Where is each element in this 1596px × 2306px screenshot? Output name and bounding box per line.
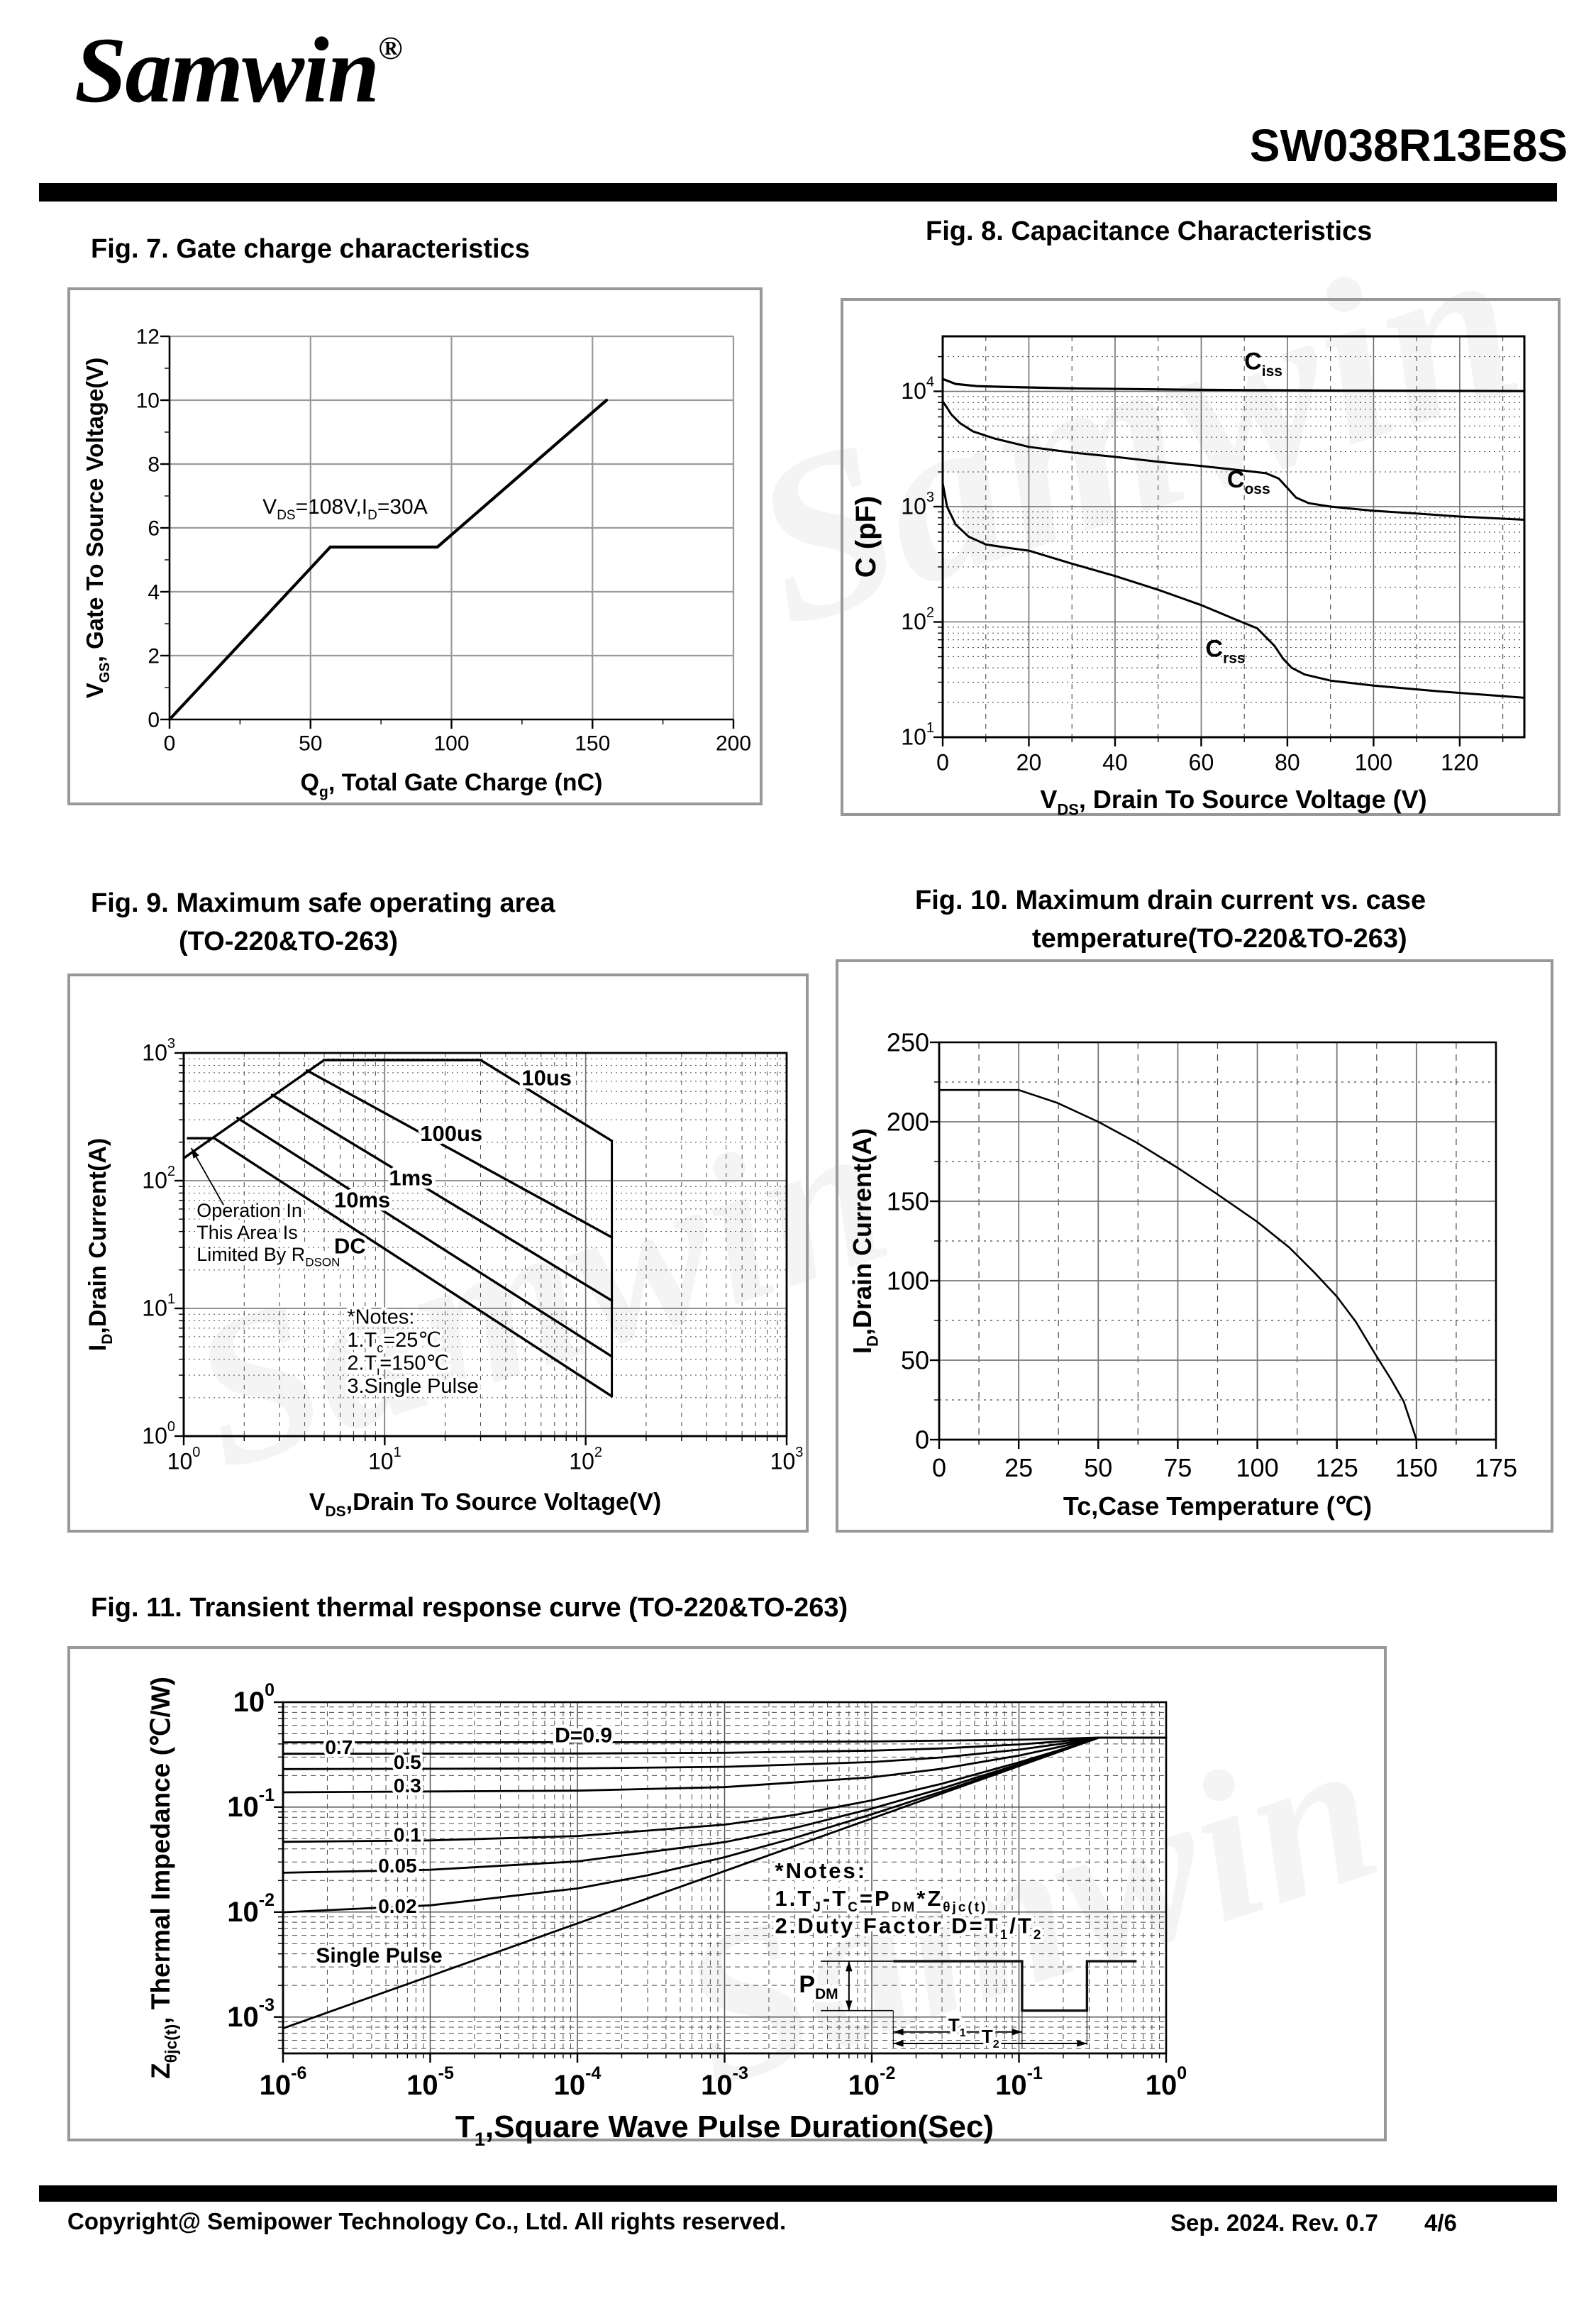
figure-10-id-vs-tc — [836, 959, 1553, 1533]
svg-text:T1: $T_1$ — [948, 2014, 966, 2039]
svg-text:100: $10^0$ — [233, 1680, 275, 1719]
fig10-title-line1: Fig. 10. Maximum drain current vs. case — [915, 886, 1426, 915]
registered-trademark-icon: ® — [378, 30, 403, 66]
svg-text:2.Tj=150℃: $2.T_j=150℃$ — [347, 1352, 450, 1379]
figure-8-capacitance — [841, 298, 1561, 819]
svg-text:0.02: 0.02 — [378, 1895, 417, 1918]
svg-text:0.5: 0.5 — [393, 1751, 421, 1774]
svg-text:Ciss: $C_{iss}$ — [1244, 348, 1282, 380]
svg-text:50: 50 — [900, 1345, 929, 1375]
svg-text:10-1: $10^{-1}$ — [227, 1785, 275, 1824]
svg-text:0: 0 — [936, 749, 949, 776]
brand-logo — [74, 18, 403, 122]
svg-text:150: 150 — [886, 1186, 929, 1216]
svg-text:102: $10^2$ — [569, 1444, 603, 1474]
svg-text:C (pF): C (pF) — [850, 495, 882, 578]
svg-text:0: 0 — [931, 1453, 947, 1483]
svg-text:1.TJ-TC=PDM*Zθjc(t): $1.T_J-T_C=P_{DM}*Z_{\theta jc(t)}$ — [775, 1885, 988, 1916]
svg-text:100: $10^0$ — [1145, 2063, 1187, 2101]
footer-page-number: 4/6 — [1424, 2210, 1457, 2236]
svg-text:T1,Square Wave Pulse Duration(: $T_1,Square$ Wave Pulse Duration(Sec) — [455, 2109, 994, 2150]
fig7-title: Fig. 7. Gate charge characteristics — [91, 234, 530, 264]
svg-text:2: 2 — [148, 644, 160, 668]
svg-text:10-4: $10^{-4}$ — [553, 2063, 602, 2101]
svg-text:T2: $T_2$ — [981, 2025, 999, 2051]
fig8-chart — [843, 301, 1558, 819]
fig10-chart — [838, 962, 1551, 1530]
svg-text:0.1: 0.1 — [393, 1824, 421, 1846]
svg-text:3.Single Pulse: 3.Single Pulse — [347, 1375, 479, 1399]
header-rule — [39, 183, 1557, 202]
svg-text:150: 150 — [575, 732, 611, 756]
svg-text:1ms: 1ms — [389, 1165, 433, 1191]
svg-text:8: 8 — [148, 453, 160, 477]
svg-text:10: 10 — [135, 389, 160, 413]
svg-text:10-3: $10^{-3}$ — [701, 2063, 748, 2101]
svg-text:Qg, Total Gate Charge (nC): $Q_g$, Total Gate Charge (nC) — [300, 769, 603, 801]
svg-text:80: 80 — [1275, 749, 1300, 776]
svg-text:Tc,Case Temperature (℃): Tc,Case Temperature (℃) — [1063, 1491, 1373, 1521]
svg-text:10-6: $10^{-6}$ — [259, 2063, 307, 2101]
svg-text:125: 125 — [1315, 1453, 1358, 1483]
svg-text:10-5: $10^{-5}$ — [406, 2063, 454, 2101]
svg-text:Limited By RDSON: Limited By $R_{DSON}$ — [196, 1244, 340, 1269]
svg-text:10-2: $10^{-2}$ — [848, 2063, 896, 2101]
svg-text:60: 60 — [1188, 749, 1214, 776]
footer-rule — [39, 2185, 1557, 2202]
svg-text:150: 150 — [1395, 1453, 1438, 1483]
footer-revision: Sep. 2024. Rev. 0.7 — [1170, 2210, 1378, 2236]
svg-text:12: 12 — [135, 325, 160, 349]
svg-text:101: $10^1$ — [367, 1444, 401, 1474]
svg-text:10us: 10us — [521, 1065, 572, 1091]
svg-text:25: 25 — [1004, 1453, 1033, 1483]
svg-text:101: $10^1$ — [142, 1291, 175, 1321]
svg-text:VDS,Drain To Source Voltage(V): $V_{DS},Drain$ To Source Voltage(V) — [309, 1489, 662, 1521]
svg-text:100: $10^0$ — [142, 1418, 175, 1449]
svg-text:D=0.9: D=0.9 — [555, 1723, 613, 1748]
svg-text:50: 50 — [1084, 1453, 1113, 1483]
svg-text:Single Pulse: Single Pulse — [316, 1944, 443, 1968]
svg-text:100: 100 — [886, 1266, 929, 1296]
svg-text:2.Duty Factor D=T1/T2: 2.Duty Factor $D=T_1/T_2$ — [775, 1913, 1043, 1943]
fig7-chart — [70, 290, 760, 802]
svg-text:175: 175 — [1474, 1453, 1518, 1483]
svg-text:102: $10^2$ — [901, 605, 934, 635]
svg-text:10ms: 10ms — [333, 1187, 391, 1213]
fig8-title: Fig. 8. Capacitance Characteristics — [926, 216, 1373, 246]
svg-text:DC: DC — [333, 1233, 366, 1259]
svg-text:103: $10^3$ — [770, 1444, 804, 1474]
fig9-chart — [70, 976, 806, 1530]
svg-text:0.7: 0.7 — [325, 1736, 353, 1758]
svg-text:100: 100 — [1354, 749, 1393, 776]
fig11-chart — [70, 1649, 1384, 2150]
svg-text:75: 75 — [1163, 1453, 1192, 1483]
svg-text:1.Tc=25℃: $1.T_c=25℃$ — [347, 1329, 441, 1355]
svg-text:250: 250 — [886, 1027, 929, 1057]
svg-text:Crss: $C_{rss}$ — [1205, 635, 1246, 667]
svg-text:103: $10^3$ — [142, 1035, 175, 1066]
svg-text:Coss: $C_{oss}$ — [1226, 465, 1270, 498]
svg-text:100: 100 — [1236, 1453, 1279, 1483]
svg-text:10-2: $10^{-2}$ — [227, 1890, 275, 1929]
footer-copyright: Copyright@ Semipower Technology Co., Ltd. All rights reserved. — [67, 2208, 787, 2234]
svg-text:ID,Drain Current(A): $I_D,Drain$ Current(A) — [84, 1137, 116, 1352]
svg-text:40: 40 — [1102, 749, 1128, 776]
svg-text:0.05: 0.05 — [378, 1855, 417, 1877]
svg-text:0: 0 — [163, 732, 176, 756]
svg-text:200: 200 — [886, 1107, 929, 1137]
fig9-title-line1: Fig. 9. Maximum safe operating area — [91, 888, 555, 918]
svg-text:103: $10^3$ — [901, 489, 934, 519]
svg-text:0.3: 0.3 — [393, 1774, 421, 1797]
svg-text:This Area Is: This Area Is — [196, 1222, 298, 1244]
figure-9-soa — [67, 973, 809, 1533]
svg-text:20: 20 — [1016, 749, 1042, 776]
svg-text:100: $10^0$ — [167, 1444, 201, 1474]
fig10-title-line2: temperature(TO-220&TO-263) — [1032, 924, 1407, 954]
svg-text:200: 200 — [715, 732, 752, 756]
svg-text:VDS=108V,ID=30A: $V_{DS}=108V,I_D=30A$ — [262, 495, 428, 523]
brand-logo-text: Samwin — [74, 18, 379, 122]
svg-text:100us: 100us — [420, 1120, 483, 1146]
svg-text:102: $10^2$ — [142, 1163, 175, 1193]
svg-text:50: 50 — [299, 732, 323, 756]
svg-text:0: 0 — [914, 1425, 929, 1455]
svg-text:Zθjc(t), Thermal Impedance (℃: $Z_{\theta jc(t)}$, Thermal Impedance (℃/W) — [146, 1677, 180, 2079]
svg-text:VGS, Gate To Source Voltage(: $V_{GS}$, Gate To Source Voltage(V) — [82, 357, 113, 699]
part-number: SW038R13E8S — [1249, 120, 1568, 171]
svg-text:100: 100 — [433, 732, 470, 756]
svg-text:120: 120 — [1441, 749, 1479, 776]
fig9-title-line2: (TO-220&TO-263) — [179, 927, 399, 956]
svg-text:VDS, Drain To Source Voltage (: $V_{DS}$, Drain To Source Voltage (V) — [1040, 785, 1427, 819]
svg-text:10-1: $10^{-1}$ — [995, 2063, 1043, 2101]
svg-text:101: $10^1$ — [901, 719, 934, 750]
svg-text:PDM: $P_{DM}$ — [799, 1970, 838, 2003]
svg-text:ID,Drain Current(A): $I_D,Drain$ Current(A) — [848, 1128, 882, 1354]
svg-text:10-3: $10^{-3}$ — [227, 1995, 275, 2033]
svg-text:6: 6 — [148, 517, 160, 541]
svg-text:Operation In: Operation In — [196, 1200, 302, 1222]
svg-text:4: 4 — [148, 580, 160, 605]
figure-7-gate-charge — [67, 287, 763, 805]
svg-text:*Notes:: *Notes: — [347, 1306, 415, 1329]
svg-text:104: $10^4$ — [901, 374, 934, 404]
fig11-title: Fig. 11. Transient thermal response curve (TO-220&TO-263) — [91, 1593, 848, 1623]
svg-text:0: 0 — [148, 708, 160, 732]
svg-text:*Notes:: *Notes: — [775, 1858, 868, 1884]
figure-11-thermal-response — [67, 1646, 1387, 2150]
